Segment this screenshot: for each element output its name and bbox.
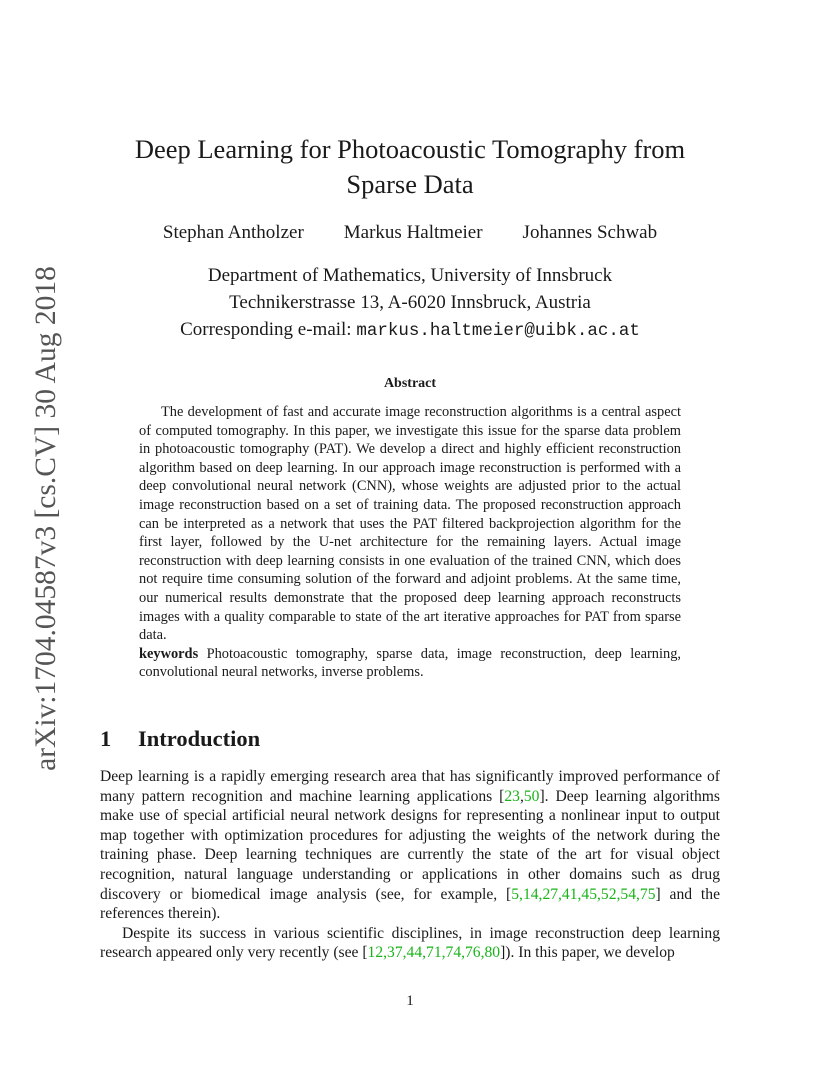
title-line-1: Deep Learning for Photoacoustic Tomography from [134,134,686,164]
keywords-label: keywords [139,645,199,662]
title-line-2: Sparse Data [346,169,474,199]
citation-link[interactable]: 23 [504,787,520,805]
author-list [100,222,720,244]
email-label: Corresponding e-mail: [180,319,357,340]
abstract-heading: Abstract [383,376,437,391]
citation-link[interactable]: 5,14,27,41,45,52,54,75 [511,885,656,903]
author-name: Johannes Schwab [522,222,658,243]
intro-text-run: ]). In this paper, we develop [500,944,675,962]
keywords-line [139,645,681,682]
intro-paragraph-1 [100,767,720,924]
author-name: Markus Haltmeier [343,222,483,243]
abstract-body: The development of fast and accurate image reconstruction algorithms is a central aspect of computed tomography. In this paper, we investigate this issue for the sparse data problem in photoacoustic tomography (PAT). We develop a direct and highly efficient reconstruction algorithm based on deep learning. In our approach image reconstruction is performed with a deep convolutional neural network (CNN), whose weights are adjusted prior to the actual image reconstruction based on a set of training data. The proposed reconstruction approach can be interpreted as a network that uses the PAT filtered backprojection algorithm for the first layer, followed by the U-net architecture for the remaining layers. Actual image reconstruction with deep learning consists in one evaluation of the trained CNN, which does not require time consuming solution of the forward and adjoint problems. At the same time, our numerical results demonstrate that the proposed deep learning approach reconstructs images with a quality comparable to state of the art iterative approaches for PAT from sparse data. [139,404,681,644]
corresponding-email-line [100,316,720,345]
section-title: Introduction [138,726,261,751]
page-number: 1 [406,993,414,1009]
section-number: 1 [100,726,112,751]
affiliation-department: Department of Mathematics, University of Innsbruck [207,265,613,286]
abstract-block [139,403,681,682]
intro-text-run: ]. Deep learning algorithms make use of special artificial neural network designs for representing a nonlinear input to output map together with optimization procedures for adjusting the weights of the network during the training phase. Deep learning techniques are currently the state of the art for visual object recognition, natural language understanding or applications in other domains such as drug discovery or biomedical image analysis (see, for example, [ [100,787,720,903]
author-name: Stephan Antholzer [162,222,304,243]
affiliation-address: Technikerstrasse 13, A-6020 Innsbruck, Austria [229,292,591,313]
intro-text-run: , [519,787,524,805]
affiliation-block [100,262,720,345]
email-address[interactable]: markus.haltmeier@uibk.ac.at [356,321,640,341]
citation-link[interactable]: 50 [523,787,540,805]
arxiv-sidebar [26,265,66,771]
section-heading [100,726,260,752]
intro-paragraph-2 [100,924,720,963]
intro-text-run: Deep learning is a rapidly emerging research area that has significantly improved performance of many pattern recognition and machine learning applications [ [100,768,720,805]
intro-text-run: Despite its success in various scientific disciplines, in image reconstruction deep learning research appeared only very recently (see [ [100,924,720,962]
paper-title [100,132,720,202]
keywords-text: Photoacoustic tomography, sparse data, image reconstruction, deep learning, convolutional neural networks, inverse problems. [139,645,681,681]
arxiv-identifier: arXiv:1704.04587v3 [cs.CV] 30 Aug 2018 [29,265,62,771]
intro-text-run: ] and the references therein). [100,885,720,923]
introduction-text [100,767,720,963]
citation-link[interactable]: 12,37,44,71,74,76,80 [367,944,501,962]
